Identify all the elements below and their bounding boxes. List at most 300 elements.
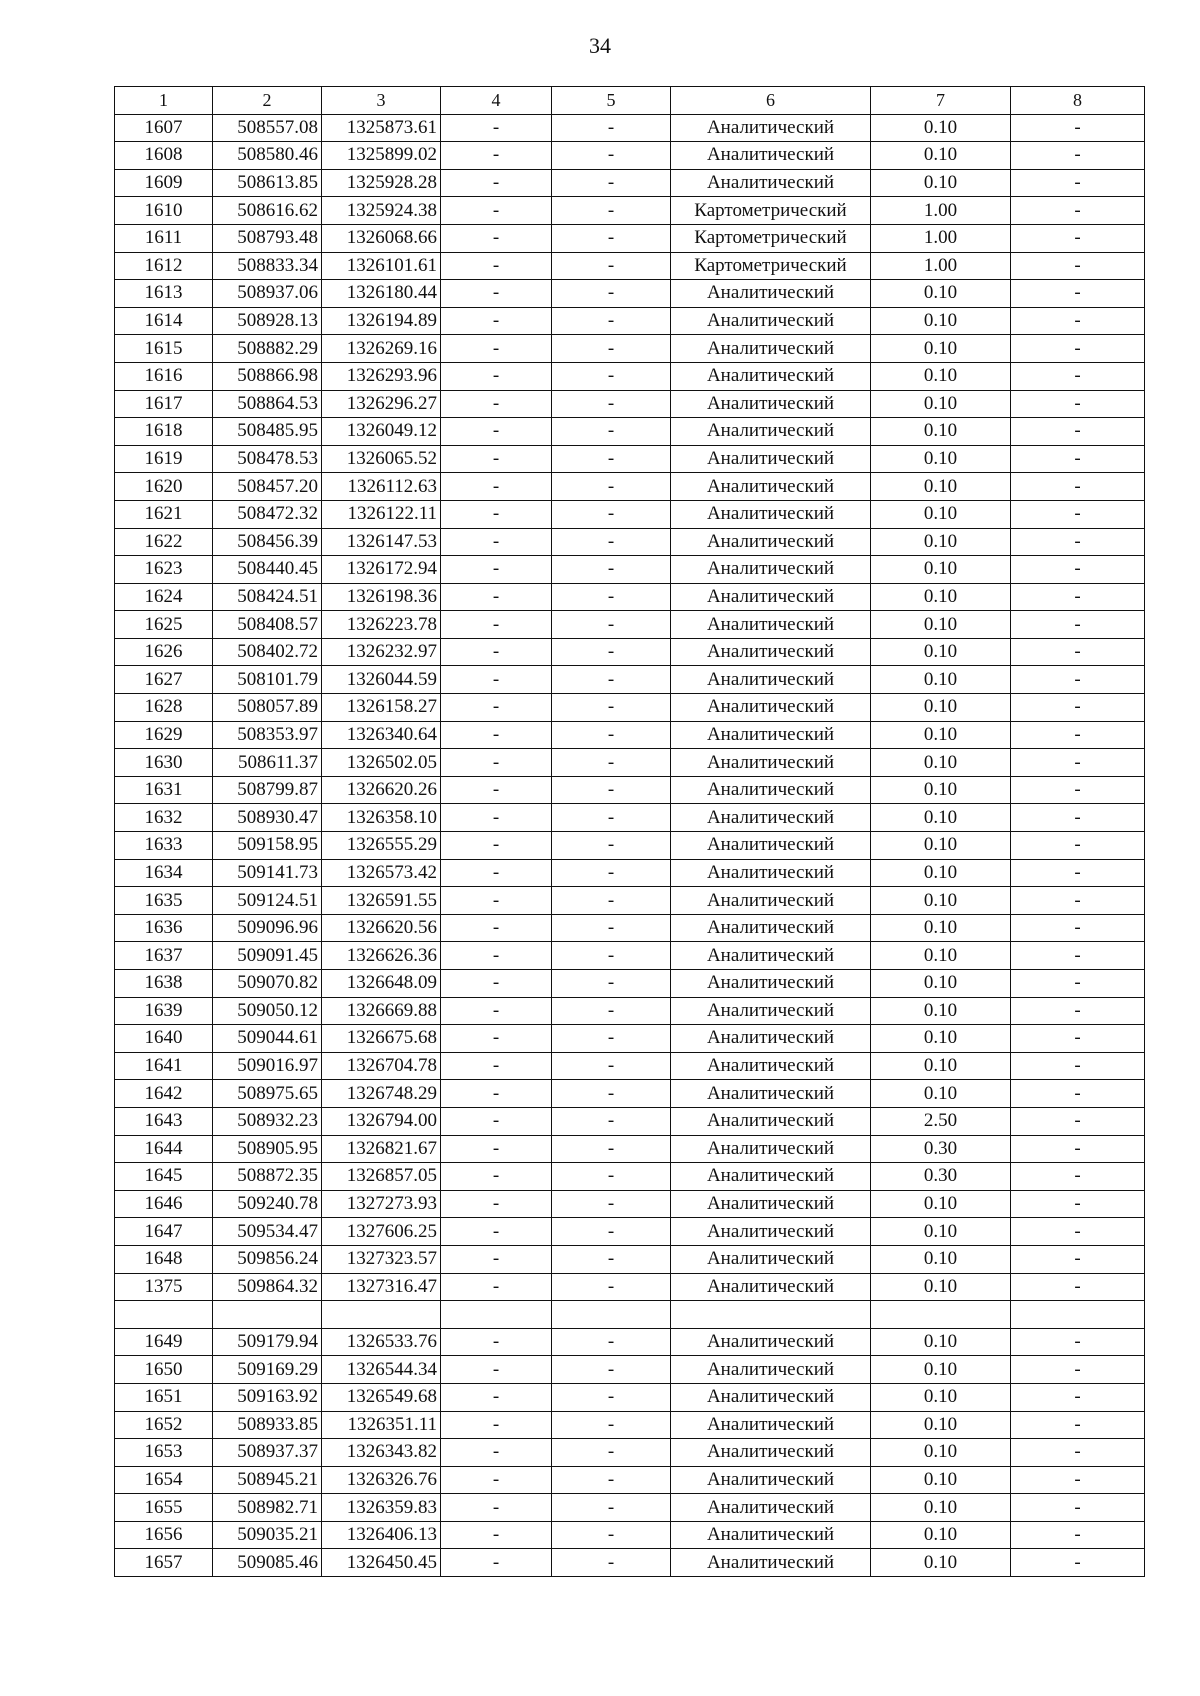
cell-method: Аналитический (671, 142, 871, 170)
cell-point-number: 1656 (115, 1521, 213, 1549)
column-header-2: 2 (213, 87, 322, 115)
cell-col-5: - (552, 666, 671, 694)
cell-method: Аналитический (671, 611, 871, 639)
cell-col-4: - (441, 197, 552, 225)
table-row (115, 1521, 1145, 1549)
table-row (115, 556, 1145, 584)
cell-col-8: - (1011, 970, 1145, 998)
cell-accuracy: 0.10 (871, 1273, 1011, 1301)
cell-accuracy: 0.10 (871, 556, 1011, 584)
cell-col-5: - (552, 1494, 671, 1522)
column-header-8: 8 (1011, 87, 1145, 115)
cell-col-5: - (552, 1135, 671, 1163)
cell-point-number: 1619 (115, 445, 213, 473)
table-row (115, 362, 1145, 390)
cell-coord-y: 1326669.88 (322, 997, 441, 1025)
cell-col-8: - (1011, 362, 1145, 390)
cell-method: Аналитический (671, 970, 871, 998)
cell-accuracy: 0.10 (871, 859, 1011, 887)
cell-col-5: - (552, 473, 671, 501)
cell-col-8: - (1011, 887, 1145, 915)
cell-accuracy: 0.10 (871, 1356, 1011, 1384)
cell-col-5: - (552, 1466, 671, 1494)
cell-col-4: - (441, 942, 552, 970)
cell-coord-x: 508613.85 (213, 169, 322, 197)
table-row (115, 583, 1145, 611)
cell-col-8: - (1011, 1107, 1145, 1135)
cell-method: Картометрический (671, 224, 871, 252)
cell-coord-x: 509016.97 (213, 1052, 322, 1080)
coordinates-table (114, 86, 1145, 1577)
cell-accuracy: 0.10 (871, 1025, 1011, 1053)
cell-col-5: - (552, 694, 671, 722)
table-row (115, 1135, 1145, 1163)
cell-col-5: - (552, 445, 671, 473)
cell-point-number: 1613 (115, 280, 213, 308)
cell-accuracy: 1.00 (871, 197, 1011, 225)
page-number: 34 (589, 33, 611, 58)
cell-coord-x (213, 1301, 322, 1329)
cell-point-number: 1647 (115, 1218, 213, 1246)
cell-method: Аналитический (671, 335, 871, 363)
cell-col-5: - (552, 528, 671, 556)
cell-col-5: - (552, 1411, 671, 1439)
table-row (115, 1411, 1145, 1439)
table-row (115, 997, 1145, 1025)
table-row (115, 970, 1145, 998)
cell-coord-y: 1326122.11 (322, 500, 441, 528)
table-row (115, 1025, 1145, 1053)
cell-point-number: 1643 (115, 1107, 213, 1135)
cell-col-4: - (441, 1163, 552, 1191)
cell-point-number: 1620 (115, 473, 213, 501)
cell-col-4: - (441, 859, 552, 887)
cell-point-number: 1650 (115, 1356, 213, 1384)
table-row (115, 776, 1145, 804)
cell-col-5: - (552, 335, 671, 363)
cell-col-4: - (441, 611, 552, 639)
cell-coord-x: 508057.89 (213, 694, 322, 722)
cell-method: Аналитический (671, 942, 871, 970)
cell-col-8: - (1011, 252, 1145, 280)
cell-coord-x: 508101.79 (213, 666, 322, 694)
cell-method (671, 1301, 871, 1329)
cell-point-number: 1633 (115, 832, 213, 860)
cell-col-8: - (1011, 1190, 1145, 1218)
cell-point-number: 1651 (115, 1383, 213, 1411)
cell-col-8: - (1011, 224, 1145, 252)
cell-accuracy: 0.10 (871, 1411, 1011, 1439)
cell-method: Аналитический (671, 1273, 871, 1301)
cell-col-8: - (1011, 1383, 1145, 1411)
cell-col-4: - (441, 1383, 552, 1411)
cell-accuracy: 0.10 (871, 114, 1011, 142)
cell-accuracy: 0.10 (871, 694, 1011, 722)
cell-coord-x: 508408.57 (213, 611, 322, 639)
cell-accuracy: 0.10 (871, 1245, 1011, 1273)
cell-point-number: 1617 (115, 390, 213, 418)
cell-coord-y: 1326065.52 (322, 445, 441, 473)
cell-coord-x: 508905.95 (213, 1135, 322, 1163)
cell-col-8: - (1011, 114, 1145, 142)
cell-coord-x: 508872.35 (213, 1163, 322, 1191)
cell-col-4: - (441, 418, 552, 446)
cell-coord-y: 1326101.61 (322, 252, 441, 280)
cell-col-4: - (441, 1549, 552, 1577)
cell-method: Аналитический (671, 1411, 871, 1439)
cell-method: Аналитический (671, 776, 871, 804)
cell-coord-y: 1326573.42 (322, 859, 441, 887)
cell-col-8: - (1011, 1356, 1145, 1384)
cell-accuracy: 0.10 (871, 832, 1011, 860)
cell-accuracy: 0.10 (871, 914, 1011, 942)
cell-col-5: - (552, 1328, 671, 1356)
cell-point-number: 1640 (115, 1025, 213, 1053)
cell-col-4: - (441, 887, 552, 915)
table-row (115, 611, 1145, 639)
table-row (115, 1466, 1145, 1494)
cell-coord-x: 508424.51 (213, 583, 322, 611)
cell-coord-x: 508882.29 (213, 335, 322, 363)
cell-coord-x: 508440.45 (213, 556, 322, 584)
cell-accuracy: 0.10 (871, 418, 1011, 446)
cell-method: Аналитический (671, 1245, 871, 1273)
column-header-5: 5 (552, 87, 671, 115)
cell-col-5: - (552, 224, 671, 252)
cell-col-5: - (552, 1218, 671, 1246)
cell-col-8: - (1011, 694, 1145, 722)
cell-coord-x: 509179.94 (213, 1328, 322, 1356)
cell-col-4: - (441, 114, 552, 142)
cell-coord-x: 508616.62 (213, 197, 322, 225)
cell-col-8: - (1011, 1494, 1145, 1522)
cell-method: Аналитический (671, 1549, 871, 1577)
cell-point-number: 1632 (115, 804, 213, 832)
table-row (115, 197, 1145, 225)
cell-col-8: - (1011, 1052, 1145, 1080)
cell-col-5: - (552, 390, 671, 418)
column-header-4: 4 (441, 87, 552, 115)
table-row (115, 1052, 1145, 1080)
cell-accuracy: 0.10 (871, 390, 1011, 418)
cell-coord-x: 508353.97 (213, 721, 322, 749)
cell-col-4: - (441, 638, 552, 666)
cell-col-4: - (441, 1218, 552, 1246)
cell-col-8: - (1011, 197, 1145, 225)
cell-col-8 (1011, 1301, 1145, 1329)
cell-col-5: - (552, 1356, 671, 1384)
cell-coord-x: 508472.32 (213, 500, 322, 528)
cell-col-5: - (552, 749, 671, 777)
cell-method: Аналитический (671, 280, 871, 308)
cell-col-8: - (1011, 280, 1145, 308)
cell-point-number: 1616 (115, 362, 213, 390)
cell-col-5: - (552, 1521, 671, 1549)
cell-col-4: - (441, 997, 552, 1025)
table-row (115, 1494, 1145, 1522)
cell-method: Аналитический (671, 500, 871, 528)
separator-row (115, 1301, 1145, 1329)
cell-coord-y: 1326748.29 (322, 1080, 441, 1108)
cell-coord-y: 1325928.28 (322, 169, 441, 197)
cell-accuracy: 0.10 (871, 1439, 1011, 1467)
cell-point-number: 1630 (115, 749, 213, 777)
cell-col-5: - (552, 721, 671, 749)
cell-col-5: - (552, 280, 671, 308)
cell-col-4: - (441, 445, 552, 473)
cell-coord-y: 1326112.63 (322, 473, 441, 501)
cell-point-number: 1648 (115, 1245, 213, 1273)
cell-accuracy: 0.30 (871, 1135, 1011, 1163)
cell-coord-x: 509856.24 (213, 1245, 322, 1273)
cell-accuracy: 0.10 (871, 1328, 1011, 1356)
cell-col-4: - (441, 142, 552, 170)
cell-col-5: - (552, 197, 671, 225)
table-row (115, 445, 1145, 473)
table-row (115, 418, 1145, 446)
cell-col-5: - (552, 307, 671, 335)
cell-method: Аналитический (671, 721, 871, 749)
cell-col-4: - (441, 804, 552, 832)
cell-col-8: - (1011, 335, 1145, 363)
cell-col-8: - (1011, 418, 1145, 446)
cell-method: Аналитический (671, 1356, 871, 1384)
cell-col-5: - (552, 887, 671, 915)
table-row (115, 335, 1145, 363)
cell-accuracy: 0.10 (871, 362, 1011, 390)
cell-col-5: - (552, 1245, 671, 1273)
cell-coord-x: 509050.12 (213, 997, 322, 1025)
cell-col-8: - (1011, 914, 1145, 942)
table-row (115, 694, 1145, 722)
cell-point-number: 1657 (115, 1549, 213, 1577)
cell-col-5: - (552, 611, 671, 639)
cell-col-8: - (1011, 611, 1145, 639)
cell-accuracy: 0.10 (871, 280, 1011, 308)
cell-coord-y: 1326620.56 (322, 914, 441, 942)
table-row (115, 280, 1145, 308)
cell-point-number: 1625 (115, 611, 213, 639)
cell-coord-y: 1326351.11 (322, 1411, 441, 1439)
cell-col-5: - (552, 914, 671, 942)
cell-col-8: - (1011, 776, 1145, 804)
cell-coord-y: 1326450.45 (322, 1549, 441, 1577)
cell-coord-x: 509096.96 (213, 914, 322, 942)
cell-coord-y: 1326821.67 (322, 1135, 441, 1163)
cell-method: Аналитический (671, 1163, 871, 1191)
cell-method: Картометрический (671, 197, 871, 225)
table-row (115, 859, 1145, 887)
cell-col-4: - (441, 362, 552, 390)
cell-col-5: - (552, 638, 671, 666)
cell-col-4: - (441, 721, 552, 749)
table-row (115, 1190, 1145, 1218)
cell-col-4: - (441, 280, 552, 308)
cell-coord-y: 1326232.97 (322, 638, 441, 666)
cell-col-5: - (552, 418, 671, 446)
cell-coord-y: 1327273.93 (322, 1190, 441, 1218)
cell-coord-y: 1326198.36 (322, 583, 441, 611)
cell-col-4: - (441, 252, 552, 280)
column-header-3: 3 (322, 87, 441, 115)
cell-point-number: 1610 (115, 197, 213, 225)
cell-point-number: 1642 (115, 1080, 213, 1108)
table-row (115, 942, 1145, 970)
cell-coord-y: 1327323.57 (322, 1245, 441, 1273)
cell-coord-x: 508864.53 (213, 390, 322, 418)
cell-col-8: - (1011, 1328, 1145, 1356)
cell-col-4: - (441, 1356, 552, 1384)
table-row (115, 1383, 1145, 1411)
cell-col-8: - (1011, 473, 1145, 501)
table-row (115, 473, 1145, 501)
cell-coord-x: 509534.47 (213, 1218, 322, 1246)
cell-col-5: - (552, 1080, 671, 1108)
cell-col-4: - (441, 1107, 552, 1135)
cell-col-4 (441, 1301, 552, 1329)
cell-col-8: - (1011, 804, 1145, 832)
cell-coord-y: 1326648.09 (322, 970, 441, 998)
table-row (115, 1245, 1145, 1273)
cell-coord-x: 508982.71 (213, 1494, 322, 1522)
cell-coord-x: 508945.21 (213, 1466, 322, 1494)
cell-coord-x: 508932.23 (213, 1107, 322, 1135)
table-row (115, 804, 1145, 832)
cell-col-5: - (552, 142, 671, 170)
cell-accuracy: 0.10 (871, 169, 1011, 197)
cell-method: Аналитический (671, 749, 871, 777)
cell-col-4: - (441, 1521, 552, 1549)
cell-col-4: - (441, 1245, 552, 1273)
cell-coord-y: 1326358.10 (322, 804, 441, 832)
cell-point-number: 1628 (115, 694, 213, 722)
cell-point-number: 1653 (115, 1439, 213, 1467)
cell-method: Аналитический (671, 1080, 871, 1108)
cell-col-4: - (441, 914, 552, 942)
cell-col-8: - (1011, 1521, 1145, 1549)
cell-coord-x: 508937.06 (213, 280, 322, 308)
cell-col-8: - (1011, 1466, 1145, 1494)
cell-col-8: - (1011, 307, 1145, 335)
cell-coord-y: 1326068.66 (322, 224, 441, 252)
cell-method: Картометрический (671, 252, 871, 280)
cell-method: Аналитический (671, 666, 871, 694)
cell-col-8: - (1011, 1439, 1145, 1467)
cell-coord-y: 1326591.55 (322, 887, 441, 915)
cell-col-8: - (1011, 445, 1145, 473)
cell-accuracy: 0.30 (871, 1163, 1011, 1191)
cell-method: Аналитический (671, 1466, 871, 1494)
cell-coord-y: 1326620.26 (322, 776, 441, 804)
cell-col-5: - (552, 362, 671, 390)
cell-coord-x: 509085.46 (213, 1549, 322, 1577)
cell-accuracy: 0.10 (871, 528, 1011, 556)
table-row (115, 638, 1145, 666)
cell-coord-y: 1326555.29 (322, 832, 441, 860)
cell-method: Аналитический (671, 914, 871, 942)
cell-col-4: - (441, 776, 552, 804)
cell-accuracy: 1.00 (871, 224, 1011, 252)
cell-point-number: 1621 (115, 500, 213, 528)
cell-point-number: 1649 (115, 1328, 213, 1356)
cell-col-4: - (441, 1190, 552, 1218)
cell-col-4: - (441, 335, 552, 363)
cell-coord-y: 1326857.05 (322, 1163, 441, 1191)
cell-accuracy: 0.10 (871, 583, 1011, 611)
cell-accuracy: 0.10 (871, 1383, 1011, 1411)
cell-coord-x: 508930.47 (213, 804, 322, 832)
cell-coord-x: 508793.48 (213, 224, 322, 252)
cell-coord-y: 1326533.76 (322, 1328, 441, 1356)
cell-col-4: - (441, 307, 552, 335)
cell-coord-x: 508933.85 (213, 1411, 322, 1439)
cell-point-number: 1618 (115, 418, 213, 446)
cell-coord-y: 1326549.68 (322, 1383, 441, 1411)
cell-col-8: - (1011, 556, 1145, 584)
cell-coord-x: 509169.29 (213, 1356, 322, 1384)
cell-point-number: 1626 (115, 638, 213, 666)
table-row (115, 887, 1145, 915)
cell-coord-y: 1326172.94 (322, 556, 441, 584)
cell-method: Аналитический (671, 556, 871, 584)
cell-coord-x: 508457.20 (213, 473, 322, 501)
cell-coord-x: 509091.45 (213, 942, 322, 970)
table-row (115, 390, 1145, 418)
cell-accuracy: 1.00 (871, 252, 1011, 280)
cell-col-5: - (552, 1383, 671, 1411)
cell-point-number: 1609 (115, 169, 213, 197)
header-row (115, 87, 1145, 115)
cell-col-8: - (1011, 638, 1145, 666)
cell-col-8: - (1011, 832, 1145, 860)
cell-col-8: - (1011, 1218, 1145, 1246)
cell-coord-y: 1326269.16 (322, 335, 441, 363)
cell-col-4: - (441, 970, 552, 998)
cell-point-number: 1623 (115, 556, 213, 584)
cell-coord-y: 1325873.61 (322, 114, 441, 142)
cell-accuracy: 0.10 (871, 1521, 1011, 1549)
cell-coord-y: 1326544.34 (322, 1356, 441, 1384)
cell-point-number: 1639 (115, 997, 213, 1025)
cell-coord-y: 1326223.78 (322, 611, 441, 639)
cell-point-number: 1631 (115, 776, 213, 804)
cell-col-5 (552, 1301, 671, 1329)
table-row (115, 252, 1145, 280)
cell-col-8: - (1011, 583, 1145, 611)
cell-method: Аналитический (671, 473, 871, 501)
cell-col-8: - (1011, 169, 1145, 197)
cell-col-8: - (1011, 997, 1145, 1025)
cell-coord-x: 508611.37 (213, 749, 322, 777)
cell-coord-x: 508799.87 (213, 776, 322, 804)
cell-accuracy: 0.10 (871, 1052, 1011, 1080)
cell-col-5: - (552, 1439, 671, 1467)
cell-method: Аналитический (671, 390, 871, 418)
table-row (115, 1549, 1145, 1577)
cell-coord-y: 1327606.25 (322, 1218, 441, 1246)
cell-col-4: - (441, 500, 552, 528)
cell-coord-x: 508557.08 (213, 114, 322, 142)
column-header-7: 7 (871, 87, 1011, 115)
table-body (115, 114, 1145, 1576)
table-row (115, 914, 1145, 942)
cell-col-5: - (552, 970, 671, 998)
cell-coord-x: 509070.82 (213, 970, 322, 998)
cell-method: Аналитический (671, 832, 871, 860)
cell-accuracy: 0.10 (871, 942, 1011, 970)
cell-accuracy: 0.10 (871, 1549, 1011, 1577)
table-row (115, 1163, 1145, 1191)
